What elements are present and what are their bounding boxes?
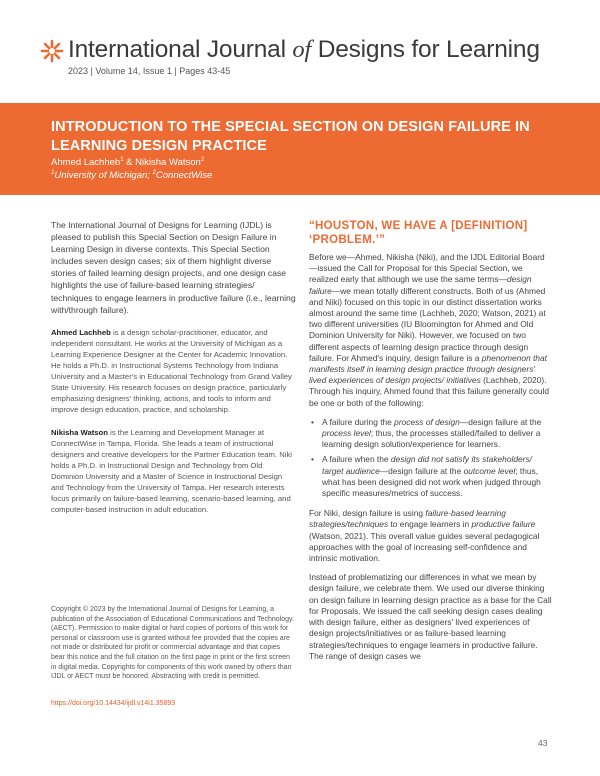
p1-text-c: (Lachheb, 2020). Through his inquiry, Ahmed found that this failure generally could be one or both of the following:	[309, 375, 550, 408]
b1-text-b: —design failure at the	[459, 416, 542, 427]
bio-lachheb-text: is a design scholar-practitioner, educator, and independent consultant. He works at the University of Michigan as a Learning Experience Designer at the Center for Academic Innovation. He holds a Ph.D. in Instructional Systems Technology from Indiana University and a Master's in Educational Technology from Grand Valley State University. His research focuses on design practice, particularly emphasizing designers' thinking, actions, and tools to inform and improve design education, practice, and scholarship.	[51, 327, 292, 414]
p2-text-a: For Niki, design failure is using	[309, 508, 426, 519]
p2-emphasis-2: productive failure	[471, 519, 536, 530]
p2-text-b: to engage learners in	[388, 519, 472, 530]
issue-line: 2023 | Volume 14, Issue 1 | Pages 43-45	[68, 66, 231, 76]
affiliation-line	[51, 170, 212, 181]
affil-2-sup: 2	[152, 170, 156, 176]
author-1: Ahmed Lachheb	[51, 157, 121, 168]
failure-type-list	[309, 417, 552, 499]
author-2-sup: 2	[200, 157, 205, 163]
affil-1-sup: 1	[51, 170, 55, 176]
p1-text-a: Before we—Ahmed, Nikisha (Niki), and the IJDL Editorial Board—issued the Call for Proposal for this Special Section, we realized early that although we use the same terms—	[309, 252, 545, 285]
b1-emphasis-1: process of design	[394, 416, 460, 427]
b1-emphasis-2: process level	[322, 428, 371, 439]
doi-link[interactable]: https://doi.org/10.14434/ijdl.v14i1.35893	[51, 700, 176, 707]
author-1-sup: 1	[120, 157, 124, 163]
p1-text-b: —we mean totally different constructs. Both of us (Ahmed and Niki) focused on this topic in our distinct dissertation works almost around the same time (Lachheb, 2020; Watson, 2021) at two different universities (IU Bloomington for Ahmed and Old Dominion University for Niki). However, we focused on two different aspects of learning design practice through design failure. For Ahmed's inquiry, design failure is a	[309, 285, 546, 363]
affil-2: ConnectWise	[155, 170, 213, 181]
b2-emphasis-2: outcome level	[463, 465, 516, 476]
journal-title-post: Designs for Learning	[311, 36, 540, 63]
section-heading: “HOUSTON, WE HAVE A [DEFINITION] ‘PROBLEM.’”	[309, 220, 528, 246]
author-separator: &	[123, 157, 136, 168]
p1-emphasis-2: phenomenon that manifests itself in learning design practice through designers' lived experiences of design projects/ initiatives	[309, 352, 547, 386]
bio-watson-text: is the Learning and Development Manager at ConnectWise in Tampa, Florida. She leads a team of instructional designers and creative developers for the Partner Education team. Niki holds a Ph.D. in Instructional Design and Technology from Old Dominion University and a Master of Science in Instructional Design and Technology from the University of Tampa. Her research interests focus primarily on failure-based learning, scenario-based learning, and computer-based instruction in adult education.	[51, 427, 293, 514]
intro-paragraph: The International Journal of Designs for Learning (IJDL) is pleased to publish this Special Section on Design Failure in Learning Design in diverse contexts. This Special Section includes seven design cases; six of them highlight diverse stories of failed learning design projects, and one design case highlights the use of failure-based learning strategies/ techniques to engage learners in productive failure (i.e., learning with/through failure).	[51, 220, 296, 315]
journal-logo-icon	[39, 38, 65, 64]
journal-title-pre: International Journal	[68, 36, 293, 63]
b1-text-a: A failure during the	[322, 416, 395, 427]
p2-text-c: (Watson, 2021). This overall value guides several pedagogical approaches with the goal of increasing self-confidence and intrinsic motivation.	[309, 530, 540, 564]
journal-title	[68, 36, 540, 64]
p1-emphasis-1: design failure	[309, 274, 532, 296]
right-column	[309, 219, 552, 670]
b2-text-c: ; thus, what has been designed did not work when judged through specific measures/metrics of success.	[322, 465, 541, 499]
list-item	[309, 454, 552, 499]
author-2: Nikisha Watson	[135, 157, 201, 168]
bio-lachheb-name: Ahmed Lachheb	[51, 327, 111, 337]
bio-watson-name: Nikisha Watson	[51, 427, 108, 437]
paragraph-2	[309, 508, 552, 564]
affil-1: University of Michigan;	[54, 170, 153, 181]
list-item	[309, 417, 552, 451]
article-title: INTRODUCTION TO THE SPECIAL SECTION ON DESIGN FAILURE IN LEARNING DESIGN PRACTICE	[51, 119, 530, 154]
paragraph-1	[309, 252, 552, 409]
journal-title-of: of	[292, 36, 312, 63]
p2-emphasis-1: failure-based learning strategies/techniques	[309, 508, 506, 530]
copyright-notice: Copyright © 2023 by the International Journal of Designs for Learning, a publication of the Association of Educational Communications and Technology. (AECT). Permission to make digital or hard copies of portions of this work for personal or classroom use is granted without fee provided that the copies are not made or distributed for profit or commercial advantage and that copies bear this notice and the full citation on the first page in print or the first screen in digital media. Copyrights for components of this work owned by others than IJDL or AECT must be honored. Abstracting with credit is permitted.	[51, 606, 294, 681]
bio-lachheb	[51, 327, 296, 415]
b2-text-a: A failure when the	[322, 454, 391, 465]
author-line	[51, 157, 204, 168]
left-column	[51, 219, 296, 527]
page-number: 43	[538, 738, 548, 748]
bio-watson	[51, 427, 296, 515]
b2-text-b: —design failure at the	[379, 465, 464, 476]
b1-text-c: ; thus, the processes stalled/failed to deliver a learning design solution/experience for learners.	[322, 428, 541, 450]
b2-emphasis-1: design did not satisfy its stakeholders/ target audience	[322, 454, 532, 476]
paragraph-3: Instead of problematizing our differences in what we mean by design failure, we celebrate them. We used our diverse thinking on design failure in learning design practice as a base for the Call for Proposals. We issued the call seeking design cases dealing with design failure, either as designers' lived experiences of design projects/initiatives or as failure-based learning strategies/techniques to engage learners in productive failure. The range of design cases we	[309, 572, 552, 661]
